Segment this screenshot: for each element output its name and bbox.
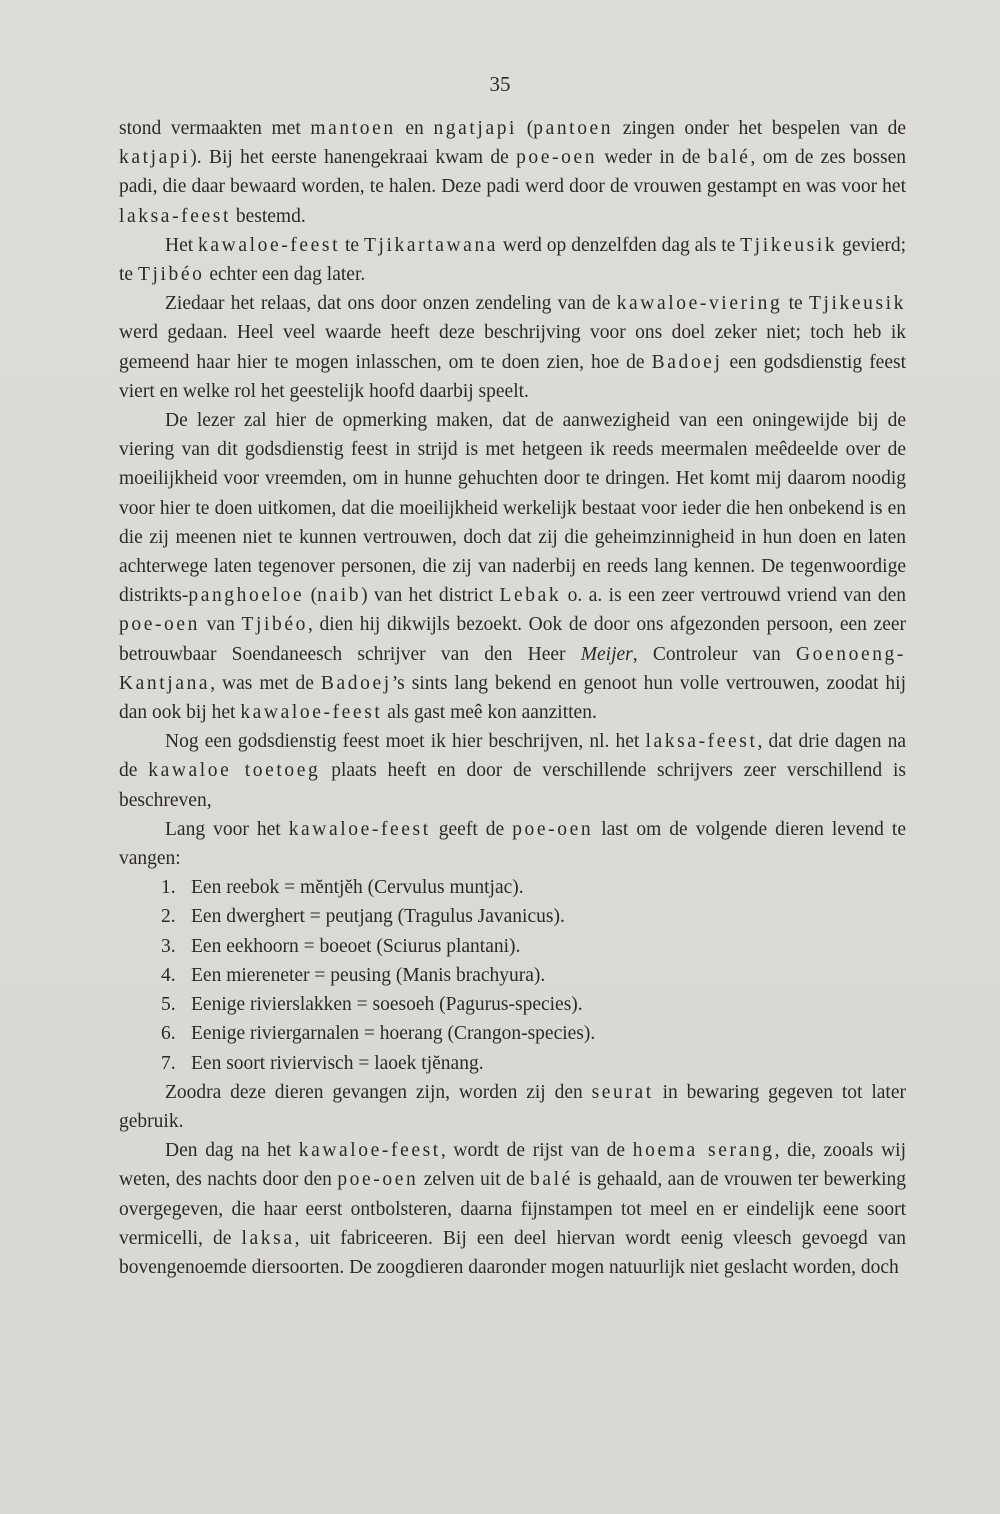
text: ) van het district xyxy=(361,585,500,607)
text: en xyxy=(395,118,434,139)
spaced-term: poe-oen xyxy=(337,1169,419,1191)
text: een godsdienstig feest viert en welke rol het geestelijk hoofd daarbij speelt. xyxy=(119,351,906,402)
text: Het xyxy=(165,234,199,256)
list-text: Eenige rivierslakken = soesoeh (Pagurus-species). xyxy=(191,994,583,1016)
list-text: Eenige riviergarnalen = hoerang (Crangon-species). xyxy=(191,1023,596,1045)
text: ( xyxy=(517,118,534,139)
spaced-term: Badoej xyxy=(651,351,723,373)
spaced-term: kawaloe-feest xyxy=(240,702,383,724)
spaced-term: Goenoeng-Kantjana xyxy=(119,643,906,694)
text: ( xyxy=(304,585,318,607)
list-text: Een reebok = mĕntjĕh (Cervulus muntjac). xyxy=(191,877,524,899)
spaced-term: kawaloe-viering xyxy=(616,293,783,315)
text: Den dag na het xyxy=(165,1140,299,1162)
italic-name: Meijer xyxy=(580,643,633,665)
list-text: Een eekhoorn = boeoet (Sciurus plantani). xyxy=(191,935,521,957)
text: plaats heeft en door de verschillende schrijvers zeer verschillend is beschreven, xyxy=(119,760,906,811)
text: geeft de xyxy=(430,818,513,840)
spaced-term: Tjikeusik xyxy=(808,293,907,315)
paragraph-7 xyxy=(119,1078,906,1136)
text: last om de volgende dieren levend te vangen: xyxy=(119,818,906,870)
spaced-term: Lebak xyxy=(499,585,562,607)
text: De lezer zal hier de opmerking maken, dat de aanwezigheid van een oningewijde bij de viering van dit godsdienstig feest in strijd is met hetgeen ik reeds meermalen meêdeelde over de moeilijkheid voor vreemden, om in hunne gehuchten door te dringen. Het komt mij daarom noodig voor hier te doen uitkomen, dat die moeilijkheid werkelijk bestaat voor ieder die hen onbekend is en die zij meenen niet te kunnen vertrouwen, doch dat zij die geheimzinnigheid in hun doen en laten achterwege laten tegenover personen, die zij van naderbij en reeds lang kennen. De tegenwoordige distrikts- xyxy=(119,410,906,607)
text: in bewaring gegeven tot later gebruik. xyxy=(119,1081,906,1132)
spaced-term: poe-oen xyxy=(516,147,598,169)
spaced-term: laksa xyxy=(241,1227,295,1249)
list-text: Een soort riviervisch = laoek tjĕnang. xyxy=(191,1052,484,1074)
spaced-term: poe-oen xyxy=(119,614,201,636)
text: Lang voor het xyxy=(165,818,289,840)
text: , was met de xyxy=(210,672,321,694)
spaced-term: pantoen xyxy=(533,118,614,139)
paragraph-2 xyxy=(119,231,906,289)
list-number: 1. xyxy=(161,877,176,899)
text: te xyxy=(782,293,809,315)
spaced-term: panghoeloe xyxy=(188,585,305,607)
list-number: 4. xyxy=(161,964,176,986)
text: als gast meê kon aanzitten. xyxy=(382,702,597,724)
list-text: Een dwerghert = peutjang (Tragulus Javanicus). xyxy=(191,906,565,928)
spaced-term: kawaloe toetoeg xyxy=(148,760,321,782)
text: , uit fabriceeren. Bij een deel hiervan wordt eenig vleesch gevoegd van bovengenoemde diersoorten. De zoogdieren daaronder mogen natuurlijk niet geslacht worden, doch xyxy=(119,1227,906,1278)
text: weder in de xyxy=(597,147,708,169)
text: stond vermaakten met xyxy=(119,118,311,139)
spaced-term: Tjikartawana xyxy=(363,234,499,256)
list-text: Een miereneter = peusing (Manis brachyura). xyxy=(191,964,546,986)
list-number: 6. xyxy=(161,1023,176,1045)
list-item xyxy=(161,873,906,902)
spaced-term: kawaloe-feest xyxy=(198,234,341,256)
spaced-term: Badoej xyxy=(320,672,392,694)
paragraph-3 xyxy=(119,289,906,406)
text: te xyxy=(340,234,364,256)
list-item xyxy=(161,932,906,961)
spaced-term: balé xyxy=(529,1169,573,1191)
spaced-term: Tjibéo xyxy=(137,264,205,286)
text: , wordt de rijst van de xyxy=(440,1140,633,1162)
list-item xyxy=(161,961,906,990)
body-text xyxy=(119,114,906,1282)
text: , om de zes bossen padi, die daar bewaard worden, te halen. Deze padi werd door de vrouwen gestampt en was voor het xyxy=(119,147,906,198)
list-item xyxy=(161,1049,906,1078)
text: werd op denzelfden dag als te xyxy=(498,234,741,256)
paragraph-5 xyxy=(119,727,906,815)
text: , dat drie dagen na de xyxy=(119,731,907,782)
list-item xyxy=(161,1019,906,1048)
text: , dien hij dikwijls bezoekt. Ook de door ons afgezonden persoon, een zeer betrouwbaar Soendaneesch schrijver van den Heer xyxy=(119,614,907,665)
text: Nog een godsdienstig feest moet ik hier beschrijven, nl. het xyxy=(165,731,646,753)
text: werd gedaan. Heel veel waarde heeft deze beschrijving voor ons doel zeker niet; toch heb ik gemeend haar hier te mogen inlasschen, om te doen zien, hoe de xyxy=(119,322,906,373)
list-number: 2. xyxy=(161,906,176,928)
spaced-term: kawaloe-feest xyxy=(288,818,431,840)
paragraph-8 xyxy=(119,1136,906,1282)
text: zelven uit de xyxy=(418,1169,530,1191)
text: , die, zooals wij weten, des nachts door den xyxy=(119,1140,907,1191)
spaced-term: hoema serang xyxy=(632,1140,775,1162)
spaced-term: laksa-feest xyxy=(645,731,758,753)
spaced-term: mantoen xyxy=(310,118,396,139)
text: Zoodra deze dieren gevangen zijn, worden zij den xyxy=(165,1081,592,1103)
text: ). Bij het eerste hanengekraai kwam de xyxy=(190,147,517,169)
animal-list xyxy=(119,873,906,1077)
list-number: 5. xyxy=(161,994,176,1016)
text: Ziedaar het relaas, dat ons door onzen zendeling van de xyxy=(165,293,617,315)
list-number: 7. xyxy=(161,1052,176,1074)
spaced-term: kawaloe-feest xyxy=(298,1140,441,1162)
spaced-term: Tjibéo xyxy=(241,614,308,636)
text: echter een dag later. xyxy=(204,264,366,286)
text: gevierd; te xyxy=(119,234,907,286)
text: van xyxy=(200,614,242,636)
page-number: 35 xyxy=(489,72,511,96)
text: ’s sints lang bekend en genoot hun volle vertrouwen, zoodat hij dan ook bij het xyxy=(119,672,906,724)
paragraph-6 xyxy=(119,815,906,873)
spaced-term: Tjikeusik xyxy=(740,234,838,256)
spaced-term: naib xyxy=(317,585,362,607)
spaced-term: katjapi xyxy=(119,147,191,169)
text: bestemd. xyxy=(230,205,306,227)
spaced-term: poe-oen xyxy=(512,818,594,840)
text: o. a. is een zeer vertrouwd vriend van den xyxy=(561,585,906,607)
list-item xyxy=(161,902,906,931)
spaced-term: seurat xyxy=(591,1081,654,1103)
text: zingen onder het bespelen van de xyxy=(613,118,907,139)
spaced-term: laksa-feest xyxy=(119,205,231,227)
spaced-term: ngatjapi xyxy=(433,118,518,139)
paragraph-4 xyxy=(119,406,906,727)
spaced-term: balé xyxy=(707,147,751,169)
text: is gehaald, aan de vrouwen ter bewerking overgegeven, die haar eerst ontbolsteren, daarna fijnstampen tot meel en er eindelijk eene soort vermicelli, de xyxy=(119,1169,906,1249)
list-item xyxy=(161,990,906,1019)
paragraph-1 xyxy=(119,114,906,231)
text: , Controleur van xyxy=(632,643,796,665)
list-number: 3. xyxy=(161,935,176,957)
